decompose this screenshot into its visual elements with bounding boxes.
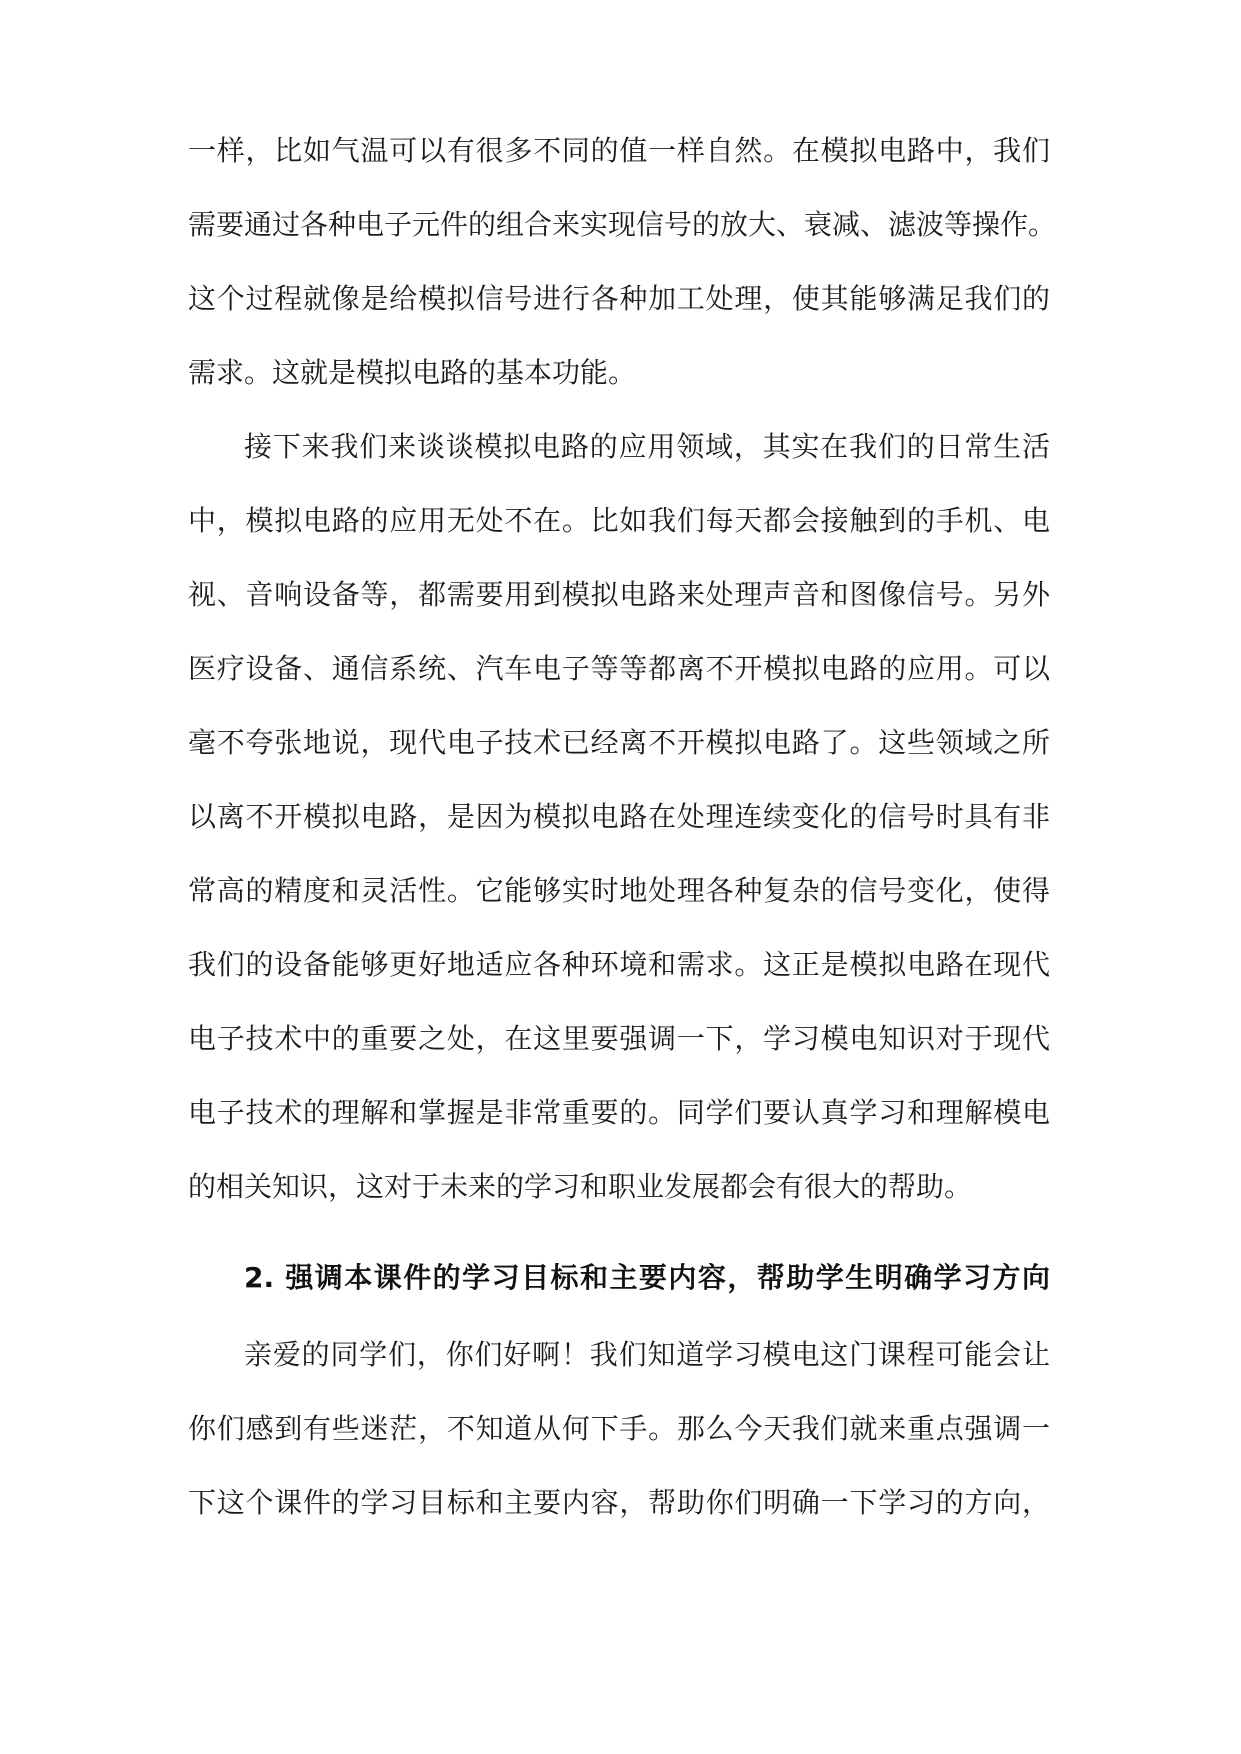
paragraph-2-line-8: 我们的设备能够更好地适应各种环境和需求。这正是模拟电路在现代 — [188, 948, 1050, 981]
paragraph-1-line-3: 这个过程就像是给模拟信号进行各种加工处理，使其能够满足我们的 — [188, 282, 1050, 315]
paragraph-2-line-5: 毫不夸张地说，现代电子技术已经离不开模拟电路了。这些领域之所 — [188, 726, 1050, 759]
paragraph-2-line-10: 电子技术的理解和掌握是非常重要的。同学们要认真学习和理解模电 — [188, 1096, 1050, 1129]
paragraph-3-line-3: 下这个课件的学习目标和主要内容，帮助你们明确一下学习的方向， — [188, 1486, 1050, 1519]
paragraph-1-line-1: 一样，比如气温可以有很多不同的值一样自然。在模拟电路中，我们 — [188, 134, 1050, 167]
paragraph-3-line-1: 亲爱的同学们，你们好啊！我们知道学习模电这门课程可能会让 — [244, 1338, 1050, 1371]
paragraph-2-line-6: 以离不开模拟电路，是因为模拟电路在处理连续变化的信号时具有非 — [188, 800, 1050, 833]
paragraph-2-line-1: 接下来我们来谈谈模拟电路的应用领域，其实在我们的日常生活 — [244, 430, 1050, 463]
paragraph-3-line-2: 你们感到有些迷茫，不知道从何下手。那么今天我们就来重点强调一 — [188, 1412, 1050, 1445]
paragraph-2-line-4: 医疗设备、通信系统、汽车电子等等都离不开模拟电路的应用。可以 — [188, 652, 1050, 685]
paragraph-2-line-2: 中，模拟电路的应用无处不在。比如我们每天都会接触到的手机、电 — [188, 504, 1050, 537]
section-heading: 2. 强调本课件的学习目标和主要内容，帮助学生明确学习方向 — [244, 1261, 1050, 1294]
paragraph-1-line-4: 需求。这就是模拟电路的基本功能。 — [188, 356, 637, 389]
paragraph-2-line-9: 电子技术中的重要之处，在这里要强调一下，学习模电知识对于现代 — [188, 1022, 1050, 1055]
paragraph-2-line-3: 视、音响设备等，都需要用到模拟电路来处理声音和图像信号。另外 — [188, 578, 1050, 611]
paragraph-2-line-7: 常高的精度和灵活性。它能够实时地处理各种复杂的信号变化，使得 — [188, 874, 1050, 907]
paragraph-2-line-11: 的相关知识，这对于未来的学习和职业发展都会有很大的帮助。 — [188, 1170, 973, 1203]
paragraph-1-line-2: 需要通过各种电子元件的组合来实现信号的放大、衰减、滤波等操作。 — [188, 208, 1057, 241]
